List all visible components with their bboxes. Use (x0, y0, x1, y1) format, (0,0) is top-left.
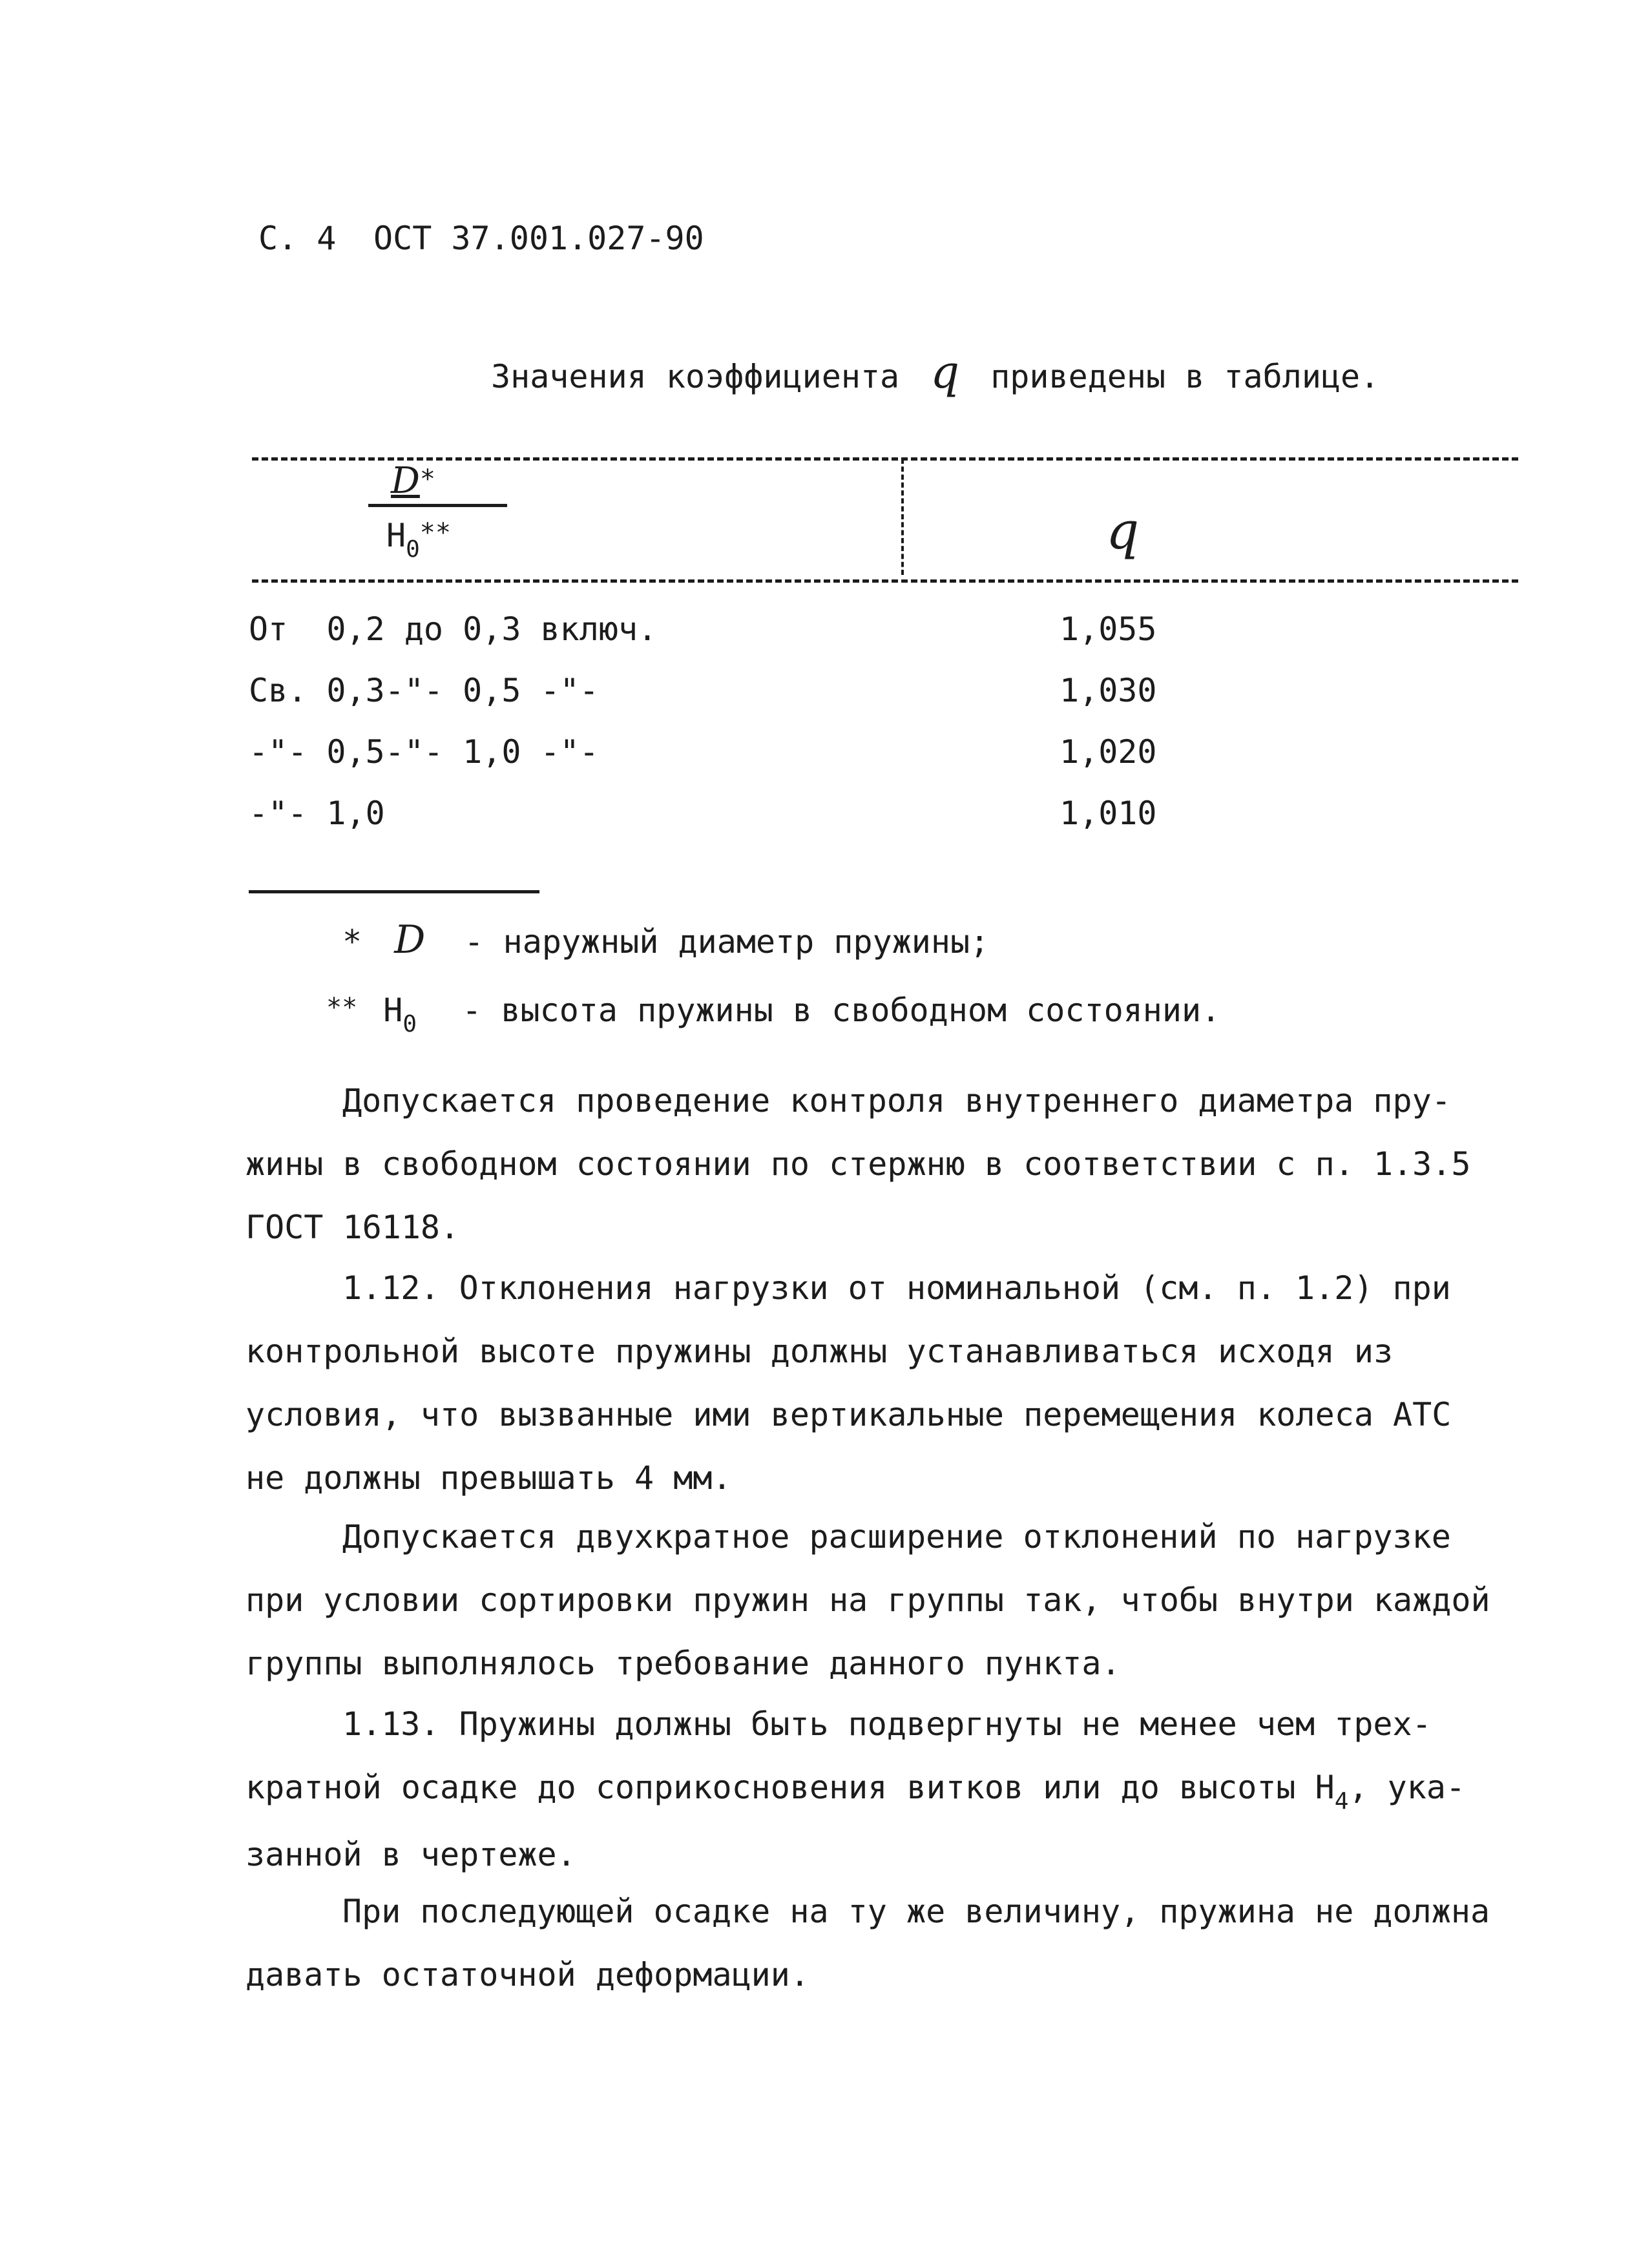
paragraph-line: жины в свободном состоянии по стержню в соответствии с п. 1.3.5 (245, 1145, 1471, 1183)
paragraph-line: Допускается проведение контроля внутреннего диаметра пру- (342, 1082, 1451, 1119)
row-q-value: 1,030 (1060, 672, 1157, 709)
paragraph-line: ГОСТ 16118. (245, 1209, 460, 1246)
footnote-2-text: - высота пружины в свободном состоянии. (462, 992, 1221, 1029)
footnote-1-symbol: D (394, 917, 426, 962)
page-number (258, 220, 336, 257)
paragraph-line: условия, что вызванные ими вертикальные перемещения колеса АТС (245, 1396, 1452, 1433)
intro-after: приведены в таблице. (990, 358, 1380, 395)
denominator-mark: ** (419, 518, 451, 548)
table-column-divider (901, 459, 904, 575)
paragraph-line: При последующей осадке на ту же величину, пружина не должна (342, 1893, 1490, 1930)
paragraph-line: контрольной высоте пружины должны устанавливаться исходя из (245, 1333, 1394, 1370)
page-number-text: С. 4 (258, 220, 337, 257)
paragraph-line: при условии сортировки пружин на группы так, чтобы внутри каждой (245, 1581, 1490, 1619)
row-range: От 0,2 до 0,3 включ. (249, 610, 658, 648)
standard-designation (373, 220, 704, 257)
header-fraction-bar (368, 504, 507, 507)
paragraph-line-part: кратной осадке до соприкосновения витков или до высоты H (245, 1769, 1335, 1806)
footnote-separator (249, 890, 539, 893)
table-header-rule (252, 579, 1518, 583)
header-numerator (391, 460, 435, 502)
header-denominator (386, 517, 451, 563)
paragraph-line: Допускается двухкратное расширение отклонений по нагрузке (342, 1518, 1451, 1555)
numerator-d-symbol: D (391, 460, 420, 502)
paragraph-line (245, 1756, 1505, 1823)
table-intro (491, 346, 1379, 399)
footnote-2 (326, 992, 1221, 1037)
footnote-2-mark: ** (326, 993, 358, 1023)
height-h4-sub: 4 (1334, 1788, 1349, 1815)
row-q-value: 1,020 (1060, 733, 1157, 771)
paragraph-sorting (245, 1505, 1505, 1695)
header-q: q (1106, 501, 1140, 561)
table-row (249, 672, 599, 709)
row-range: -"- 0,5-"- 1,0 -"- (249, 733, 599, 771)
paragraph-line: группы выполнялось требование данного пункта. (245, 1645, 1121, 1682)
paragraph-line-part: , ука- (1348, 1769, 1466, 1806)
paragraph-residual-deformation (245, 1880, 1505, 2006)
table-row (249, 733, 599, 771)
table-row (249, 795, 385, 832)
footnote-1-text: - наружный диаметр пружины; (464, 923, 990, 961)
footnote-1 (342, 917, 989, 962)
row-range: Св. 0,3-"- 0,5 -"- (249, 672, 599, 709)
footnote-2-symbol: H (383, 992, 403, 1029)
row-q-value: 1,010 (1060, 795, 1157, 832)
intro-q-symbol: q (930, 346, 960, 399)
paragraph-line: занной в чертеже. (245, 1836, 576, 1873)
table-row (249, 610, 657, 648)
table-top-rule (252, 457, 1518, 461)
footnote-1-mark: * (342, 923, 362, 961)
paragraph-line: не должны превышать 4 мм. (245, 1459, 732, 1497)
paragraph-1-13 (245, 1692, 1505, 1886)
numerator-mark: * (419, 464, 435, 494)
paragraph-inner-diameter (245, 1069, 1505, 1259)
row-q-value: 1,055 (1060, 610, 1157, 648)
denominator-h-symbol: H (386, 517, 406, 554)
intro-before: Значения коэффициента (491, 358, 900, 395)
paragraph-line: давать остаточной деформации. (245, 1956, 809, 1993)
denominator-sub: 0 (406, 536, 420, 563)
paragraph-1-12 (245, 1256, 1505, 1510)
footnote-2-sub: 0 (402, 1011, 417, 1037)
standard-designation-text: ОСТ 37.001.027-90 (373, 220, 704, 257)
paragraph-line: 1.12. Отклонения нагрузки от номинальной (см. п. 1.2) при (342, 1269, 1451, 1307)
paragraph-line: 1.13. Пружины должны быть подвергнуты не менее чем трех- (342, 1705, 1432, 1743)
row-range: -"- 1,0 (249, 795, 385, 832)
